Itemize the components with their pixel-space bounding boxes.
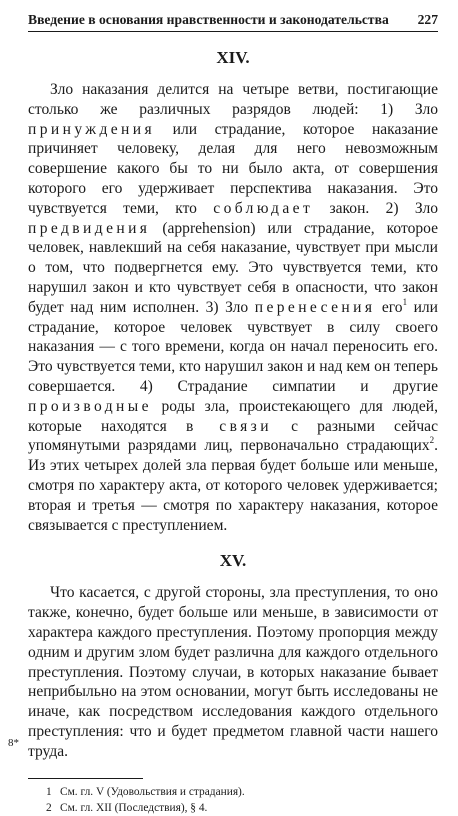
footnote-ref: 1 xyxy=(402,296,408,307)
emphasized-text: в связи xyxy=(185,417,272,435)
text-run: (apprehension) или страдание, которое человек, навлекший на себя наказание, чувствует при мысли о том, что подвергнется ему. Это чувствуется теми, кто нарушил закон и кто чувствует себя в опасности, что закон будет над ним исполнен. 3) Зло xyxy=(28,219,438,316)
text-run: роды зла, проистекающего для людей, которые находятся xyxy=(28,397,438,435)
page-number: 227 xyxy=(417,12,438,27)
emphasized-text: принуждения xyxy=(28,120,156,138)
text-run: его xyxy=(375,298,403,316)
running-title: Введение в основания нравственности и законодательства xyxy=(28,12,389,27)
footnote-rule xyxy=(28,778,143,779)
paragraph-section-xiv xyxy=(28,80,438,535)
footnote-2 xyxy=(28,800,438,816)
paragraph-section-xv xyxy=(28,583,438,761)
section-heading-xiv: XIV. xyxy=(216,48,250,67)
footnote-mark: 2 xyxy=(46,801,52,814)
footnotes xyxy=(28,778,438,816)
footnote-mark: 1 xyxy=(46,785,52,798)
emphasized-text: соблюдает xyxy=(213,199,314,217)
footnote-text: См. гл. XII (Последствия), § 4. xyxy=(60,801,208,814)
signature-mark: 8* xyxy=(8,737,19,749)
text-run: Зло наказания делится на четыре ветви, постигающие столько же различных разрядов людей: 1) Зло xyxy=(28,81,438,118)
text-run: или страдание, которое наказание причиняет человеку, делая для него невозможным совершение какого бы то ни было акта, от совершения которого его удерживает перспектива наказания. Это чувствуется теми, кто xyxy=(28,120,438,217)
text-run: Что касается, с другой стороны, зла преступления, то оно также, конечно, будет больше или меньше, в зависимости от характера каждого преступления. Поэтому пропорция между одним и другим злом будет различна для каждого отдельного преступления. Поэтому случаи, в которых наказание бывает неприбыльно на этом основании, могут быть исследованы не иначе, как посредством исследования каждого отдельного преступления: что и будет предметом главной части нашего труда. xyxy=(28,584,438,760)
text-run: или страдание, которое человек чувствует в силу своего наказания — с того времени, когда он начал переносить его. Это чувствуется теми, кто нарушил закон и над кем он теперь совершается. 4) Страдание симпатии и другие xyxy=(28,298,438,395)
emphasized-text: перенесения xyxy=(254,298,376,316)
text-run: с разными сейчас упомянутыми разрядами лиц, первоначально страдающих xyxy=(28,417,438,455)
footnote-ref: 2 xyxy=(429,435,435,446)
text-run: . Из этих четырех долей зла первая будет больше или меньше, смотря по характеру акта, от которого человек удерживается; вторая и третья — смотря по характеру наказания, которое связывается с преступлением. xyxy=(28,437,438,534)
emphasized-text: производные xyxy=(28,397,152,415)
running-header xyxy=(28,12,438,32)
footnote-1 xyxy=(28,784,438,800)
text-run: закон. 2) Зло xyxy=(313,199,438,217)
emphasized-text: предвидения xyxy=(28,219,151,237)
section-heading-xv: XV. xyxy=(219,551,247,571)
footnote-text: См. гл. V (Удовольствия и страдания). xyxy=(60,785,245,798)
